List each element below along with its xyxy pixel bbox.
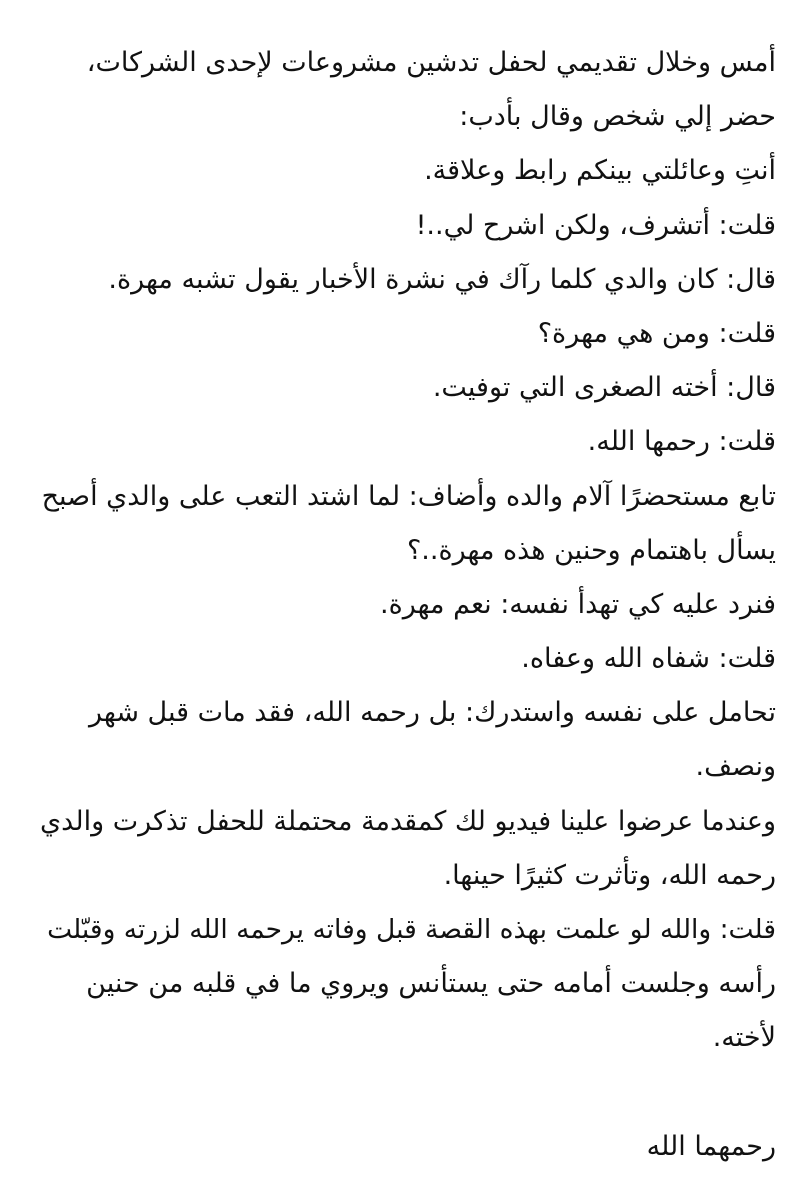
text-line: أمس وخلال تقديمي لحفل تدشين مشروعات لإحدى الشركات، [86, 47, 776, 78]
text-line: تابع مستحضرًا آلام والده وأضاف: لما اشتد التعب على والدي أصبح [41, 480, 776, 512]
text-line: قلت: والله لو علمت بهذه القصة قبل وفاته يرحمه الله لزرته وقبّلت [47, 914, 776, 945]
text-line: فنرد عليه كي تهدأ نفسه: نعم مهرة. [379, 588, 776, 620]
text-line: رأسه وجلست أمامه حتى يستأنس ويروي ما في قلبه من حنين [86, 968, 776, 1000]
closing-line: رحمهما الله [646, 1130, 776, 1162]
text-line: قلت: شفاه الله وعفاه. [521, 643, 776, 675]
text-line: تحامل على نفسه واستدرك: بل رحمه الله، فقد مات قبل شهر [88, 697, 776, 729]
text-line: رحمه الله، وتأثرت كثيرًا حينها. [443, 859, 776, 891]
note-body [34, 36, 776, 1174]
text-line: قلت: أتشرف، ولكن اشرح لي..! [415, 209, 776, 241]
text-line: حضر إلي شخص وقال بأدب: [459, 101, 776, 133]
text-line: أنتِ وعائلتي بينكم رابط وعلاقة. [424, 155, 776, 187]
text-line: وعندما عرضوا علينا فيديو لك كمقدمة محتملة للحفل تذكرت والدي [40, 805, 776, 837]
text-line: ونصف. [695, 751, 776, 783]
paragraph-gap [34, 1066, 776, 1120]
text-line: قلت: رحمها الله. [587, 426, 776, 458]
text-line: قلت: ومن هي مهرة؟ [537, 317, 776, 349]
text-line: قال: أخته الصغرى التي توفيت. [432, 372, 776, 404]
text-line: يسأل باهتمام وحنين هذه مهرة..؟ [406, 534, 776, 566]
text-line: لأخته. [712, 1022, 776, 1054]
text-line: قال: كان والدي كلما رآك في نشرة الأخبار يقول تشبه مهرة. [108, 263, 776, 295]
